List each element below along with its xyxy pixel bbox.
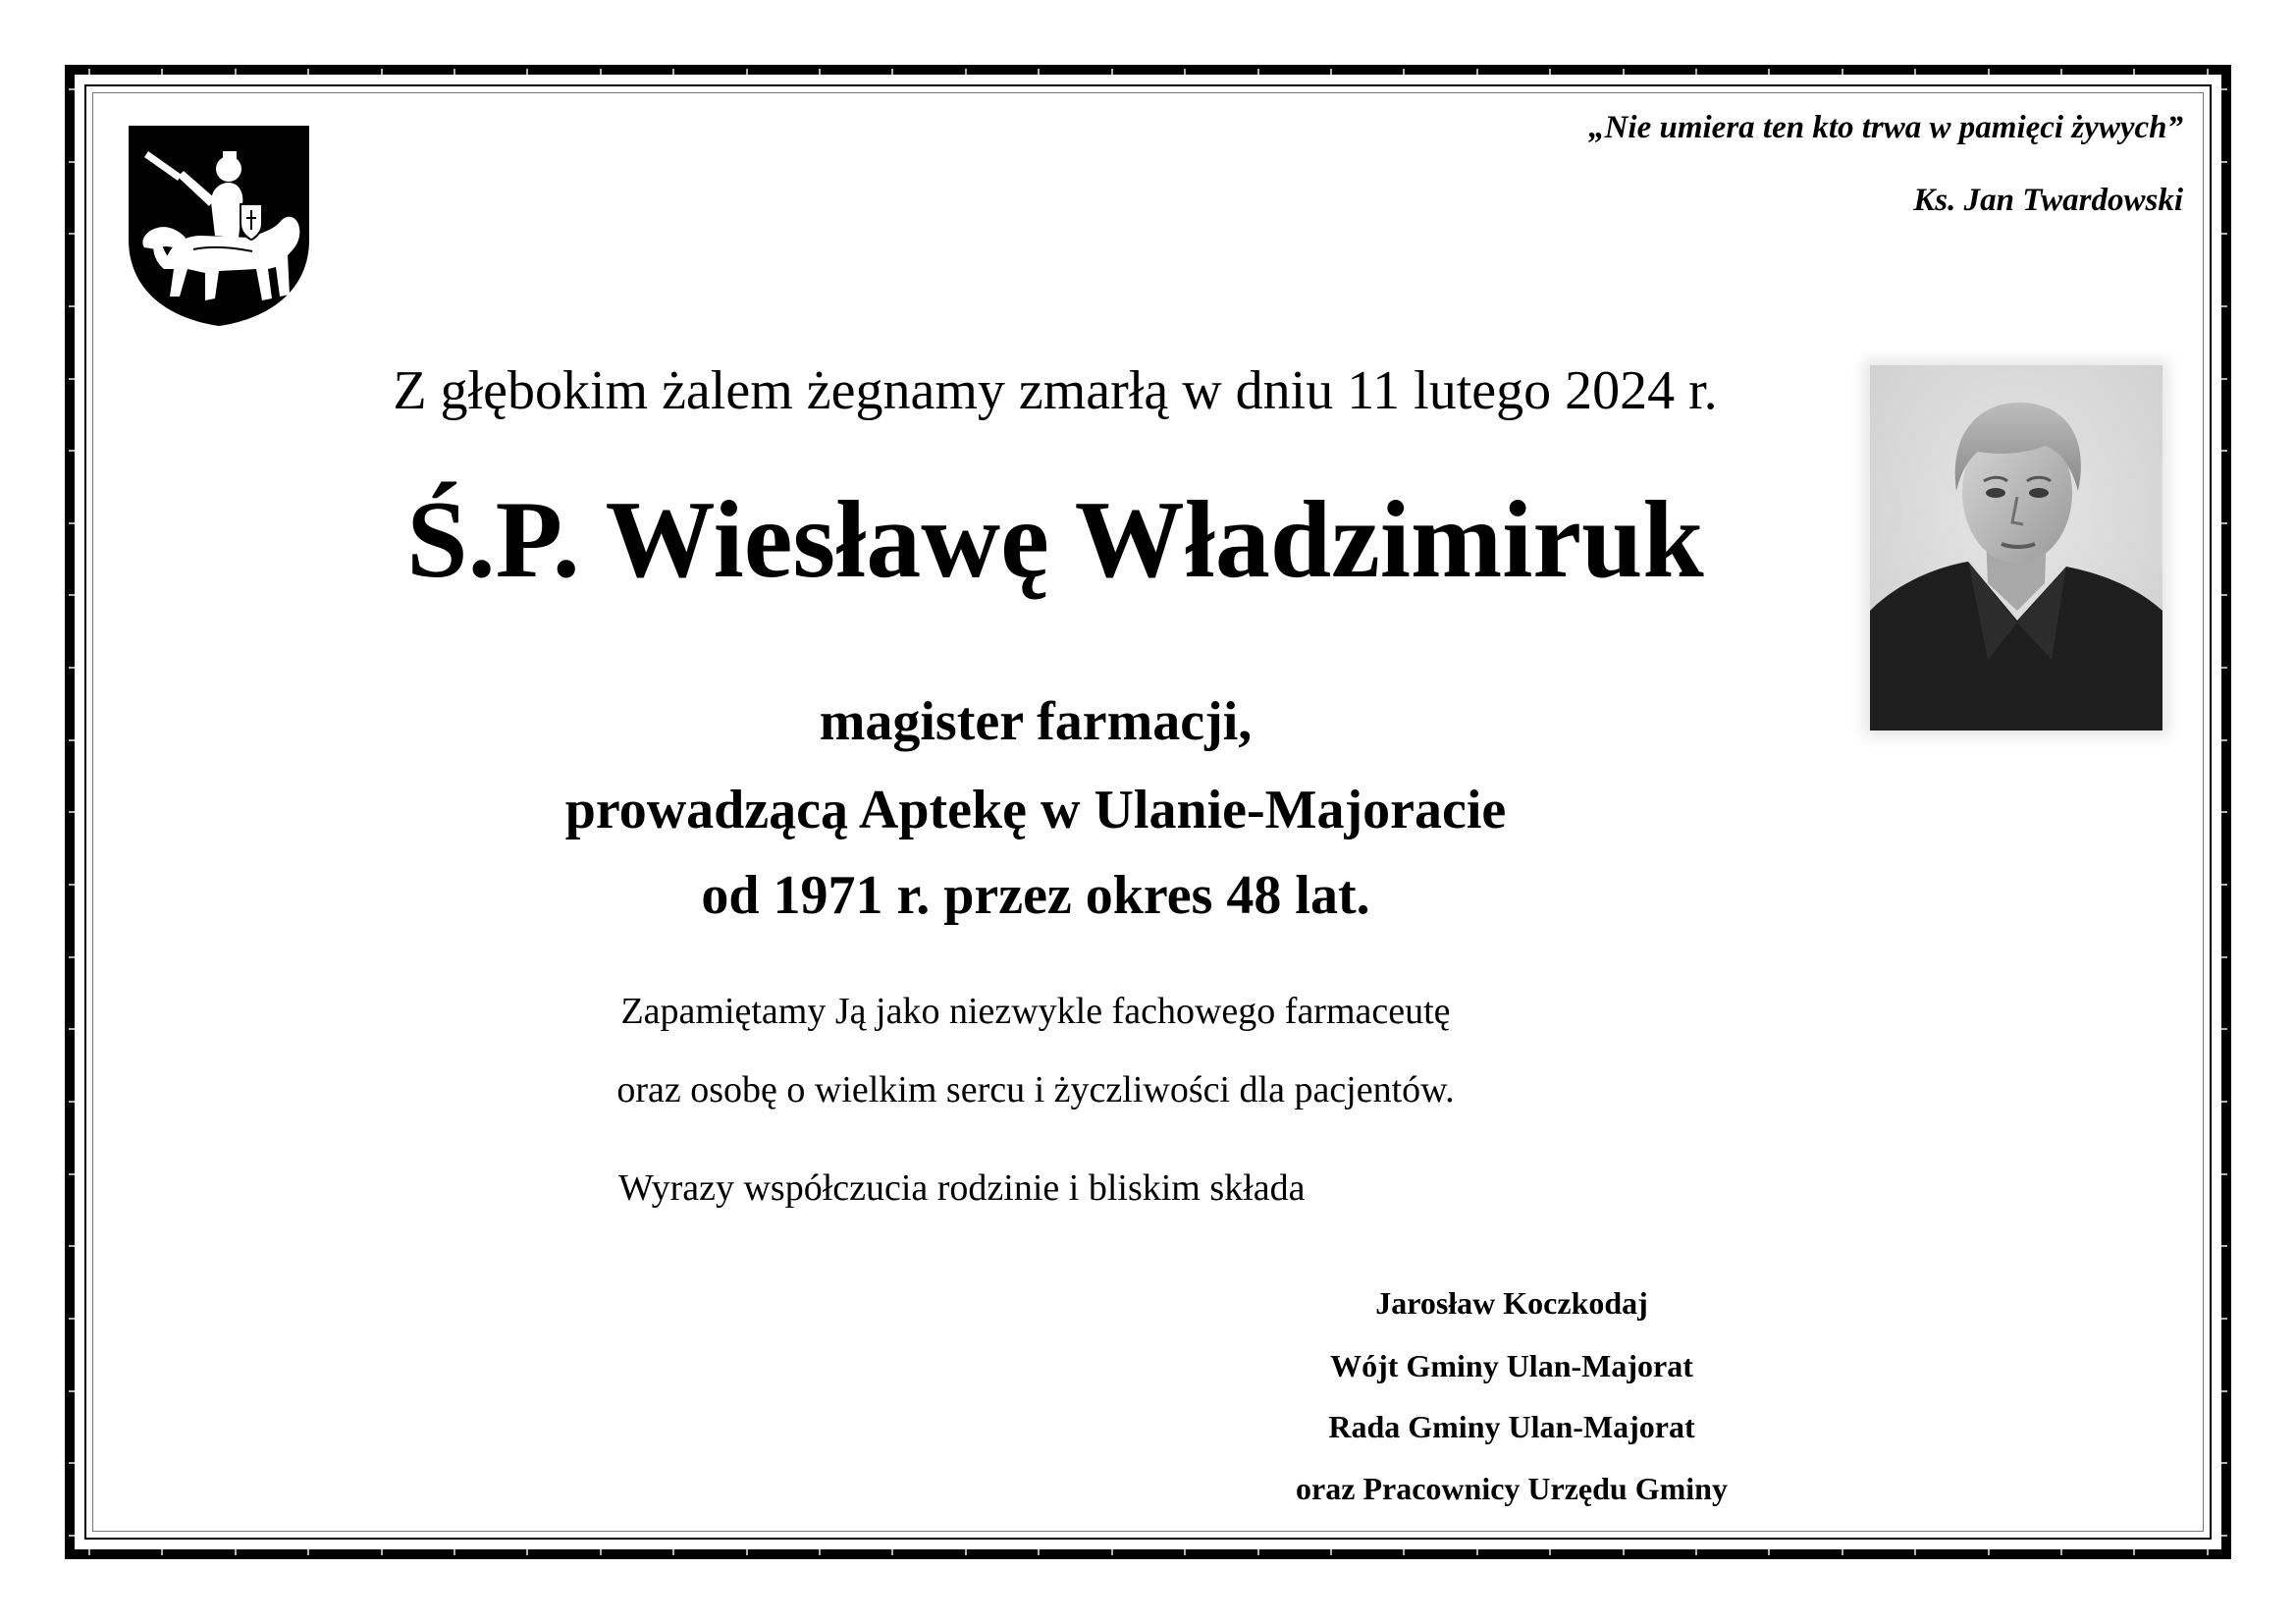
signature-line: Jarosław Koczkodaj	[1375, 1285, 1648, 1321]
role-line: prowadzącą Aptekę w Ulanie-Majoracie	[564, 780, 1507, 840]
role-line: magister farmacji,	[819, 691, 1253, 752]
quote-author: Ks. Jan Twardowski	[1913, 183, 2183, 218]
condolences-text: Wyrazy współczucia rodzinie i bliskim składa	[618, 1167, 1306, 1209]
deceased-name: Ś.P. Wiesławę Władzimiruk	[406, 479, 1704, 601]
coat-of-arms-knight-on-horse-icon	[125, 122, 313, 330]
signature-line: oraz Pracownicy Urzędu Gminy	[1296, 1471, 1728, 1506]
announcement-intro: Z głębokim żalem żegnamy zmarłą w dniu 11 lutego 2024 r.	[393, 360, 1718, 421]
portrait-photo	[1870, 365, 2163, 731]
signature-line: Rada Gminy Ulan-Majorat	[1328, 1409, 1695, 1444]
remembrance-line: Zapamiętamy Ją jako niezwykle fachowego farmaceutę	[620, 991, 1451, 1032]
remembrance-line: oraz osobę o wielkim sercu i życzliwości dla pacjentów.	[616, 1069, 1455, 1110]
role-line: od 1971 r. przez okres 48 lat.	[701, 865, 1370, 926]
quote-text: „Nie umiera ten kto trwa w pamięci żywych”	[1588, 110, 2183, 145]
signature-line: Wójt Gminy Ulan-Majorat	[1330, 1348, 1693, 1383]
